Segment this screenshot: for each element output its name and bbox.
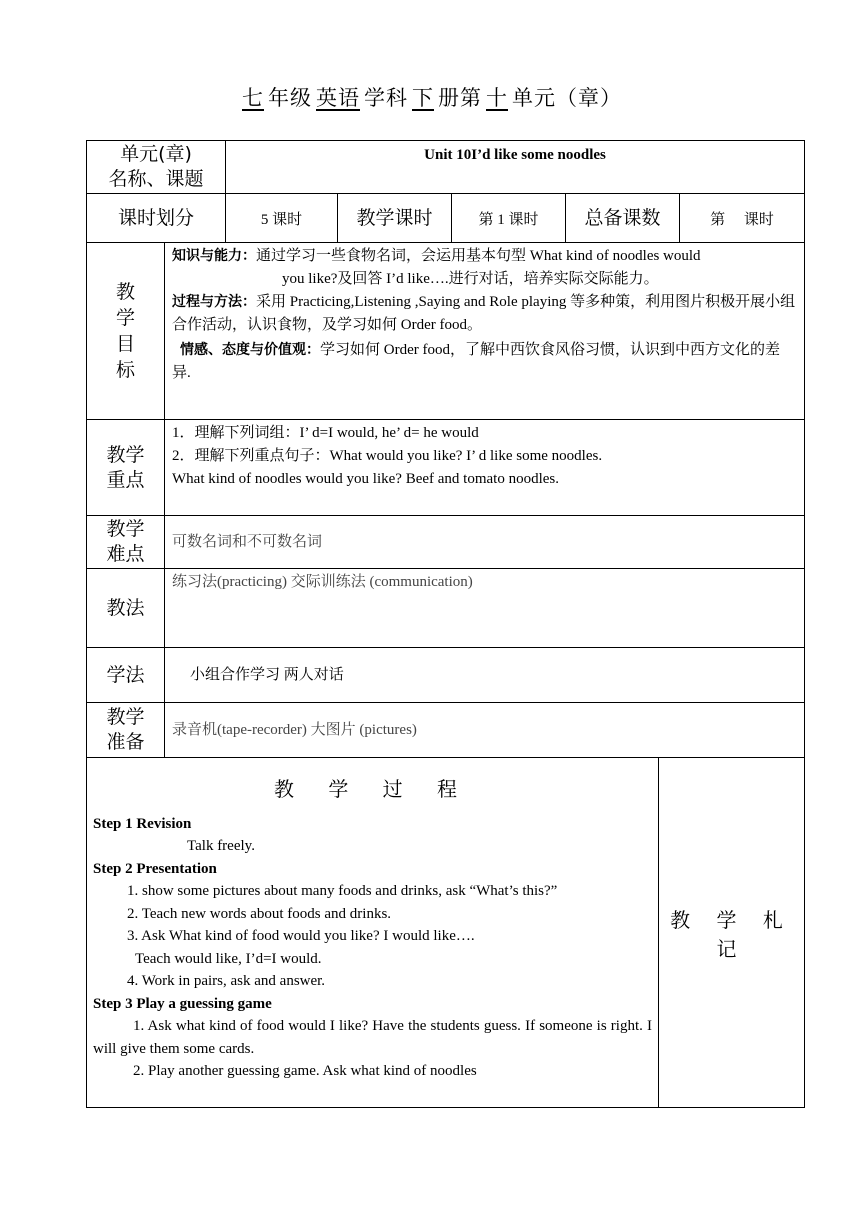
schedule-label: 课时划分: [87, 194, 226, 243]
difficulties-label-line1: 教学: [106, 518, 145, 540]
emotion-text: 学习如何 Order food，了解中西饮食风俗习惯，认识到中西方文化的差异.: [172, 342, 780, 381]
emotion-label: 情感、态度与价值观：: [180, 342, 320, 358]
objectives-label-char: 标: [115, 359, 135, 381]
key-points-content: [165, 420, 805, 516]
title-volume: 下: [412, 86, 434, 110]
total-lessons-label: 总备课数: [566, 194, 680, 242]
title-unit-suffix: 单元（章）: [512, 86, 622, 110]
preparation-label-line2: 准备: [106, 731, 145, 753]
learning-method-row: [87, 648, 805, 703]
step1-heading: Step 1 Revision: [93, 815, 192, 832]
step2-item: 4. Work in pairs, ask and answer.: [127, 973, 326, 989]
unit-name-row: [87, 141, 805, 194]
title-volume-suffix: 册第: [438, 86, 482, 110]
preparation-label-line1: 教学: [106, 706, 145, 728]
knowledge-text: 通过学习一些食物名词，会运用基本句型 What kind of noodles would: [256, 248, 701, 264]
preparation-value: 录音机(tape-recorder) 大图片 (pictures): [165, 703, 805, 758]
objectives-label-char: 目: [115, 333, 135, 355]
step1-text: Talk freely.: [187, 838, 255, 854]
process-row: [87, 758, 805, 1108]
process-text: 采用 Practicing,Listening ,Saying and Role playing 等多种策，利用图片积极开展小组合作活动，认识食物，及学习如何 Order food。: [172, 294, 796, 333]
page-title: [0, 82, 860, 112]
title-grade: 七: [242, 86, 264, 110]
difficulties-row: [87, 516, 805, 569]
key-points-label-line1: 教学: [106, 443, 145, 466]
step3-item: 1. Ask what kind of food would I like? Have the students guess. If someone is right. I will give them some cards.: [93, 1018, 653, 1057]
objectives-label: [87, 243, 165, 420]
objectives-label-char: 教: [115, 281, 135, 303]
step2-item-cont: Teach would like, I’d=I would.: [135, 950, 322, 967]
teaching-method-label: 教法: [87, 569, 165, 648]
unit-name-label-line2: 名称、课题: [108, 168, 204, 190]
unit-name-label-line1: 单元(章): [120, 143, 192, 165]
difficulties-label: [87, 516, 165, 569]
knowledge-label: 知识与能力：: [172, 248, 256, 264]
step2-heading: Step 2 Presentation: [93, 860, 217, 877]
teaching-method-row: [87, 569, 805, 648]
learning-method-value: 小组合作学习 两人对话: [165, 648, 805, 703]
key-point-line: What kind of noodles would you like? Beef and tomato noodles.: [172, 471, 560, 487]
title-grade-suffix: 年级: [268, 86, 312, 110]
preparation-row: [87, 703, 805, 758]
teaching-notes-label: 教 学 札 记: [659, 758, 805, 1108]
step3-item: 2. Play another guessing game. Ask what kind of noodles: [133, 1063, 477, 1079]
step2-item: 2. Teach new words about foods and drinks.: [127, 905, 392, 922]
key-points-label-line2: 重点: [106, 468, 145, 491]
difficulties-label-line2: 难点: [106, 543, 145, 565]
schedule-row: [87, 194, 805, 243]
total-lessons-value: 第 课时: [710, 211, 774, 228]
step3-heading: Step 3 Play a guessing game: [93, 995, 272, 1012]
title-subject-suffix: 学科: [364, 86, 408, 110]
step2-item: 3. Ask What kind of food would you like? I would like….: [127, 928, 475, 944]
teaching-period-value: 第 1 课时: [452, 194, 566, 242]
process-label: 过程与方法：: [172, 294, 256, 310]
difficulties-value: 可数名词和不可数名词: [165, 516, 805, 569]
preparation-label: [87, 703, 165, 758]
key-point-line: 1．理解下列词组：I’ d=I would, he’ d= he would: [172, 425, 479, 441]
key-points-label: [87, 420, 165, 516]
objectives-content: [165, 243, 805, 420]
unit-name-value: Unit 10I’d like some noodles: [226, 141, 805, 194]
unit-name-label: [87, 141, 226, 194]
objectives-row: [87, 243, 805, 420]
teaching-method-value: 练习法(practicing) 交际训练法 (communication): [165, 569, 805, 648]
key-points-row: [87, 420, 805, 516]
step2-item: 1. show some pictures about many foods and drinks, ask “What’s this?”: [127, 883, 558, 899]
lesson-plan-table: [86, 140, 805, 1108]
process-title: 教 学 过 程: [273, 777, 472, 801]
learning-method-label: 学法: [87, 648, 165, 703]
process-content: [87, 758, 659, 1108]
teaching-period-label: 教学课时: [338, 194, 452, 242]
knowledge-text-cont: you like?及回答 I’d like….进行对话，培养实际交际能力。: [282, 271, 659, 287]
key-point-line: 2．理解下列重点句子：What would you like? I’ d like some noodles.: [172, 448, 603, 464]
objectives-label-char: 学: [115, 307, 135, 329]
title-subject: 英语: [316, 86, 360, 110]
schedule-value: 5 课时: [226, 194, 338, 242]
title-unit: 十: [486, 86, 508, 110]
